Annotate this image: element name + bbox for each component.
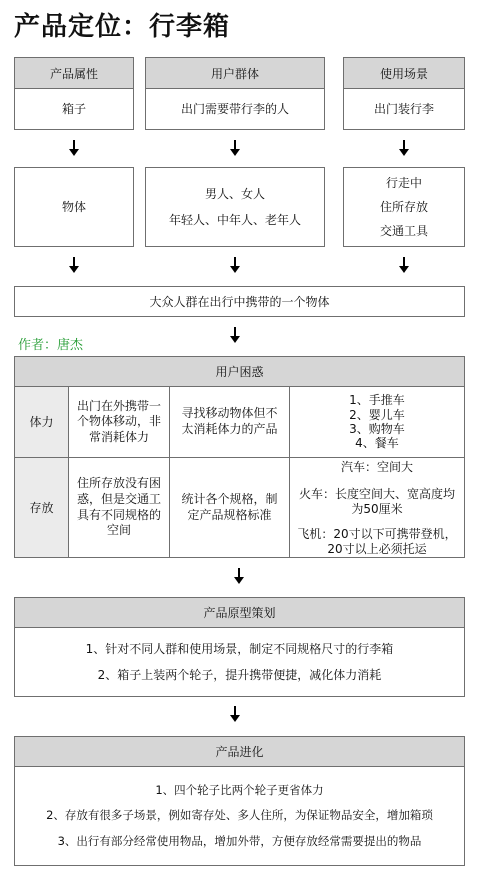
pain-header [14,356,465,387]
pain-row-label: 存放 [14,457,69,558]
pain-problem: 出门在外携带一个物体移动，非常消耗体力 [68,386,170,458]
pain-examples [289,386,465,458]
result-attribute-text: 物体 [61,200,86,214]
example-line: 4、餐车 [355,436,399,451]
evolution-header [14,736,465,767]
result-user-group [145,167,325,247]
evolution-item: 2、存放有很多子场景，例如寄存处、多人住所，为保证物品安全，增加箱琐 [46,808,433,823]
evolution-body [14,766,465,866]
down-arrow-icon [67,140,81,156]
column-value-scenario: 出门装行李 [343,88,465,130]
example-line: 1、手推车 [349,393,405,408]
down-arrow-icon [397,257,411,273]
evolution-header-label: 产品进化 [215,745,264,759]
evolution-item: 1、四个轮子比两个轮子更省体力 [155,783,324,798]
column-value-attribute: 箱子 [14,88,134,130]
column-header-user-group: 用户群体 [145,57,325,89]
down-arrow-icon [67,257,81,273]
down-arrow-icon [228,327,242,343]
down-arrow-icon [232,568,246,584]
pain-row-label: 体力 [14,386,69,458]
result-attribute [14,167,134,247]
result-scenario [343,167,465,247]
example-line: 3、购物车 [349,422,405,436]
prototype-item: 1、针对不同人群和使用场景，制定不同规格尺寸的行李箱 [85,641,394,656]
down-arrow-icon [228,706,242,722]
example-line: 火车：长度空间大、宽高度均为50厘米 [298,487,455,516]
prototype-header-label: 产品原型策划 [203,606,276,620]
evolution-item: 3、出行有部分经常使用物品，增加外带，方便存放经常需要提出的物品 [57,833,422,848]
column-header-scenario: 使用场景 [343,57,465,89]
summary-box: 大众人群在出行中携带的一个物体 [14,286,465,317]
down-arrow-icon [228,140,242,156]
prototype-body [14,627,465,697]
pain-problem: 住所存放没有困惑，但是交通工具有不同规格的空间 [68,457,170,558]
prototype-item: 2、箱子上装两个轮子，提升携带便捷，减化体力消耗 [97,668,382,682]
column-header-attribute: 产品属性 [14,57,134,89]
pain-examples [289,457,465,558]
result-line: 行走中 [385,176,422,190]
down-arrow-icon [228,257,242,273]
pain-solution: 统计各个规格，制定产品规格标准 [169,457,290,558]
example-line: 飞机：20寸以下可携带登机，20寸以上必须托运 [297,527,457,556]
result-line: 男人、女人 [204,186,265,201]
pain-header-label: 用户困惑 [215,365,264,379]
result-line: 年轻人、中年人、老年人 [168,213,301,227]
prototype-header [14,597,465,628]
page-title: 产品定位：行李箱 [14,12,231,42]
column-value-user-group: 出门需要带行李的人 [145,88,325,130]
pain-solution: 寻找移动物体但不太消耗体力的产品 [169,386,290,458]
result-line: 住所存放 [379,200,428,214]
result-line: 交通工具 [379,224,428,238]
example-line: 汽车：空间大 [340,460,413,474]
down-arrow-icon [397,140,411,156]
author-label: 作者：唐杰 [18,338,84,353]
example-line: 2、婴儿车 [349,407,405,422]
